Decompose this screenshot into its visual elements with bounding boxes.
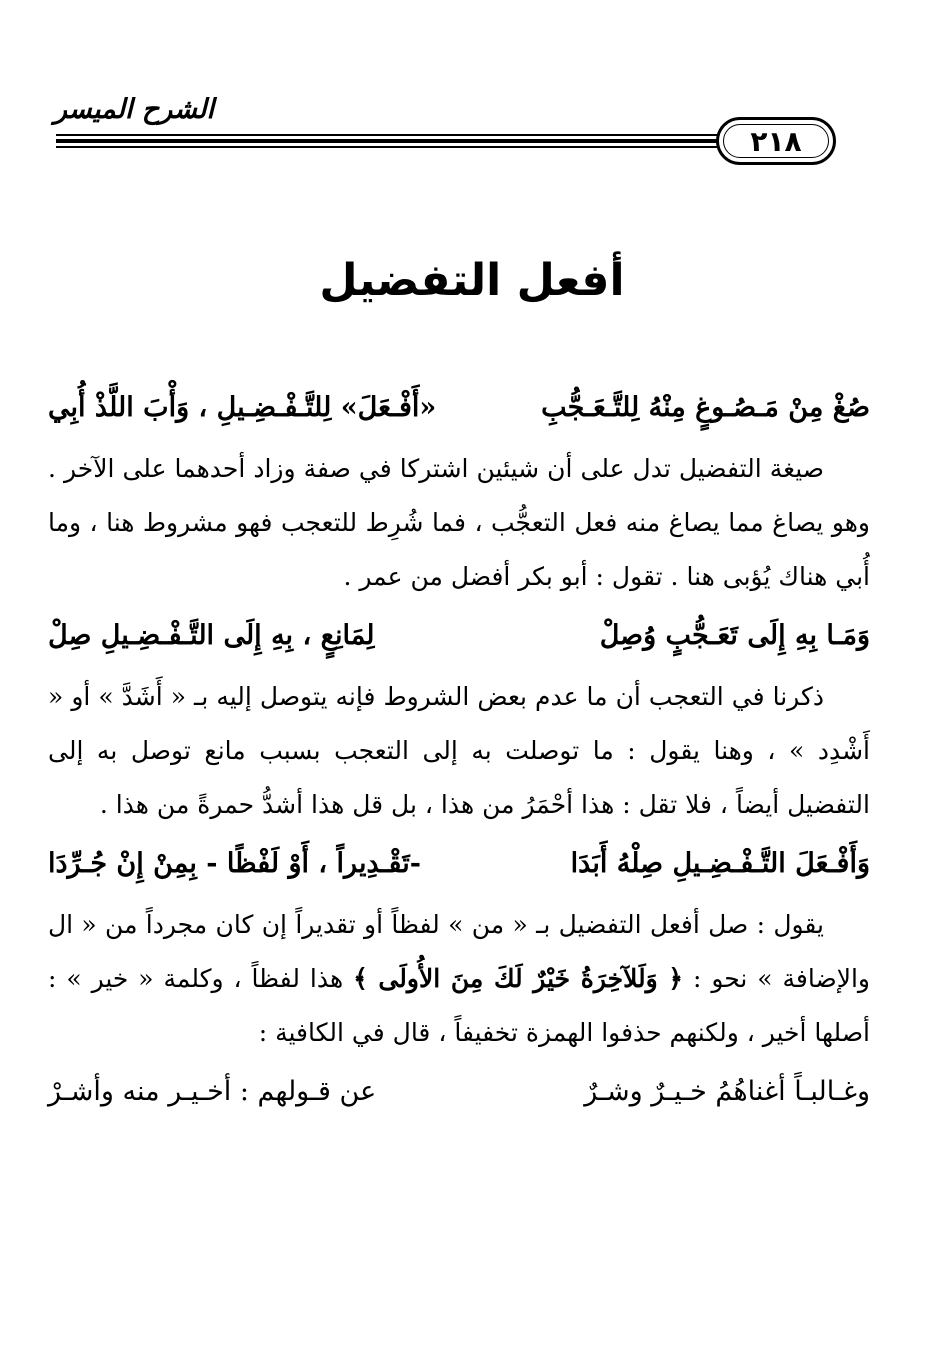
verse-2-second-hemistich: لِمَانِعٍ ، بِهِ إِلَى التَّـفْـضِـيلِ صِلْ [48,620,375,651]
verse-line-2 [48,606,870,666]
verse-4-second-hemistich: عن قـولهم : أخـيـر منه وأشـرْ [48,1076,377,1107]
page-number: ٢١٨ [750,124,802,158]
verse-1-first-hemistich: صُغْ مِنْ مَـصُـوغٍ مِنْهُ لِلتَّـعَـجُّبِ [541,392,870,423]
header-rule [56,134,720,150]
verse-line-3 [48,834,870,894]
commentary-paragraph-1: صيغة التفضيل تدل على أن شيئين اشتركا في صفة وزاد أحدهما على الآخر . وهو يصاغ مما يصاغ منه فعل التعجُّب ، فما شُرِط للتعجب فهو مشروط هنا ، وما أُبي هناك يُؤبى هنا . تقول : أبو بكر أفضل من عمر . [48,454,870,591]
paragraph-3-text-before-quote: يقول : صل أفعل التفضيل بـ « من » لفظاً أو تقديراً إن كان مجرداً من « ال والإضافة » نحو : [48,910,871,993]
header-rule-thick-line [56,139,720,143]
running-head-title: الشرح الميسر [53,94,214,125]
header-rule-bottom-line [56,146,720,148]
verse-4-first-hemistich: وغـالبـاً أغناهُمُ خـيـرٌ وشـرٌ [584,1076,870,1107]
paragraph-3-text-after-quote: هذا لفظاً ، وكلمة « خير » : أصلها أخير ، ولكنهم حذفوا الهمزة تخفيفاً ، قال في الكافية : [48,964,870,1047]
verse-3-first-hemistich: وَأَفْـعَلَ التَّـفْـضِـيلِ صِلْهُ أَبَدَا [570,848,870,879]
commentary-paragraph-3 [48,898,870,1060]
header-rule-top-line [56,134,720,136]
chapter-title: أفعل التفضيل [319,255,625,306]
quran-quote: ﴿ وَلَلآخِرَةُ خَيْرٌ لَكَ مِنَ الأُولَى ﴾ [353,964,684,993]
page-number-badge [716,117,836,165]
verse-2-first-hemistich: وَمَـا بِهِ إِلَى تَعَـجُّبٍ وُصِلْ [599,620,870,651]
commentary-paragraph-2: ذكرنا في التعجب أن ما عدم بعض الشروط فإنه يتوصل إليه بـ « أَشَدَّ » أو « أَشْدِد » ، وهنا يقول : ما توصلت به إلى التعجب بسبب مانع توصل به إلى التفضيل أيضاً ، فلا تقل : هذا أحْمَرُ من هذا ، بل قل هذا أشدُّ حمرةً من هذا . [48,682,870,819]
verse-line-4 [48,1062,870,1122]
verse-3-second-hemistich: -تَقْـدِيراً ، أَوْ لَفْظًا - بِمِنْ إِنْ جُـرِّدَا [48,848,421,879]
verse-line-1 [48,378,870,438]
page-content [48,378,870,1122]
verse-1-second-hemistich: «أَفْـعَلَ» لِلتَّـفْـضِـيلِ ، وَأْبَ اللَّذْ أُبِي [48,392,437,423]
